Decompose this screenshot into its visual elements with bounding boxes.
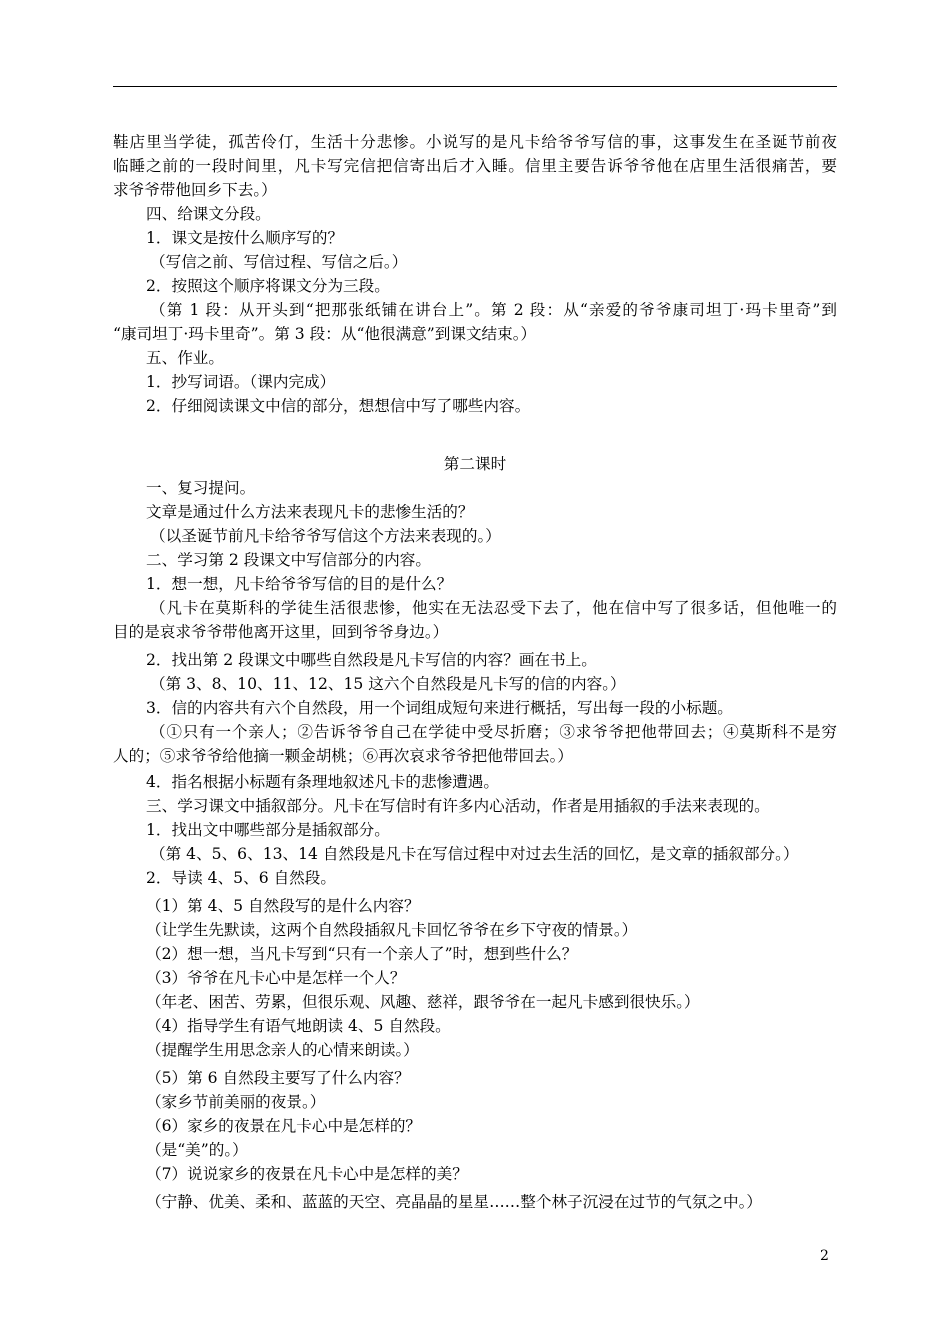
text-line: （①只有一个亲人；②告诉爷爷自己在学徒中受尽折磨；③求爷爷把他带回去；④莫斯科不是穷: [150, 723, 837, 741]
text-line: （7）说说家乡的夜景在凡卡心中是怎样的美？: [146, 1165, 468, 1183]
text-line: 1．抄写词语。（课内完成）: [146, 373, 336, 391]
text-line: （写信之前、写信过程、写信之后。）: [150, 253, 408, 271]
page-number: 2: [820, 1248, 829, 1264]
header-rule: [113, 86, 837, 87]
text-line: 临睡之前的一段时间里，凡卡写完信把信寄出后才入睡。信里主要告诉爷爷他在店里生活很痛苦，要: [113, 157, 837, 175]
text-line: （让学生先默读，这两个自然段插叙凡卡回忆爷爷在乡下守夜的情景。）: [146, 921, 638, 939]
text-line: （2）想一想，当凡卡写到“只有一个亲人了”时，想到些什么？: [146, 945, 578, 963]
text-line: 3．信的内容共有六个自然段，用一个词组成短句来进行概括，写出每一段的小标题。: [146, 699, 733, 717]
text-line: （年老、困苦、劳累，但很乐观、风趣、慈祥，跟爷爷在一起凡卡感到很快乐。）: [146, 993, 700, 1011]
text-line: 1．课文是按什么顺序写的？: [146, 229, 344, 247]
text-line: （第 3、8、10、11、12、15 这六个自然段是凡卡写的信的内容。）: [150, 675, 626, 693]
text-line: 文章是通过什么方法来表现凡卡的悲惨生活的？: [146, 503, 474, 521]
text-line: 1．想一想，凡卡给爷爷写信的目的是什么？: [146, 575, 453, 593]
text-line: 4．指名根据小标题有条理地叙述凡卡的悲惨遭遇。: [146, 773, 499, 791]
text-line: 鞋店里当学徒，孤苦伶仃，生活十分悲惨。小说写的是凡卡给爷爷写信的事，这事发生在圣诞节前夜: [113, 133, 837, 151]
text-line: （4）指导学生有语气地朗读 4、5 自然段。: [146, 1017, 451, 1035]
section-heading: 三、学习课文中插叙部分。凡卡在写信时有许多内心活动，作者是用插叙的手法来表现的。: [146, 797, 770, 815]
text-line: 人的；⑤求爷爷给他摘一颗金胡桃；⑥再次哀求爷爷把他带回去。）: [113, 747, 574, 765]
text-line: 求爷爷带他回乡下去。）: [113, 181, 277, 199]
text-line: （以圣诞节前凡卡给爷爷写信这个方法来表现的。）: [150, 527, 501, 545]
text-line: （6）家乡的夜景在凡卡心中是怎样的？: [146, 1117, 422, 1135]
text-line: （第 1 段：从开头到“把那张纸铺在讲台上”。第 2 段：从“亲爱的爷爷康司坦丁·玛卡里奇”到: [150, 301, 837, 319]
text-line: 2．按照这个顺序将课文分为三段。: [146, 277, 390, 295]
text-line: （宁静、优美、柔和、蓝蓝的天空、亮晶晶的星星……整个林子沉浸在过节的气氛之中。）: [146, 1193, 762, 1211]
text-line: “康司坦丁·玛卡里奇”。第 3 段：从“他很满意”到课文结束。）: [113, 325, 537, 343]
text-line: （是“美”的。）: [146, 1141, 248, 1159]
section-heading: 一、复习提问。: [146, 479, 256, 497]
text-line: （3）爷爷在凡卡心中是怎样一个人？: [146, 969, 406, 987]
section-heading: 四、给课文分段。: [146, 205, 271, 223]
section-heading: 二、学习第 2 段课文中写信部分的内容。: [146, 551, 431, 569]
lesson-title: 第二课时: [443, 455, 507, 473]
text-line: （提醒学生用思念亲人的心情来朗读。）: [146, 1041, 419, 1059]
text-line: （5）第 6 自然段主要写了什么内容？: [146, 1069, 410, 1087]
text-line: （凡卡在莫斯科的学徒生活很悲惨，他实在无法忍受下去了，他在信中写了很多话，但他唯一的: [150, 599, 837, 617]
text-line: 2．找出第 2 段课文中哪些自然段是凡卡写信的内容？画在书上。: [146, 651, 597, 669]
text-line: （家乡节前美丽的夜景。）: [146, 1093, 326, 1111]
text-line: （1）第 4、5 自然段写的是什么内容？: [146, 897, 420, 915]
section-heading: 五、作业。: [146, 349, 224, 367]
text-line: （第 4、5、6、13、14 自然段是凡卡在写信过程中对过去生活的回忆，是文章的插叙部分。）: [150, 845, 799, 863]
text-line: 2．导读 4、5、6 自然段。: [146, 869, 336, 887]
text-line: 1．找出文中哪些部分是插叙部分。: [146, 821, 390, 839]
text-line: 目的是哀求爷爷带他离开这里，回到爷爷身边。）: [113, 623, 449, 641]
text-line: 2．仔细阅读课文中信的部分，想想信中写了哪些内容。: [146, 397, 531, 415]
